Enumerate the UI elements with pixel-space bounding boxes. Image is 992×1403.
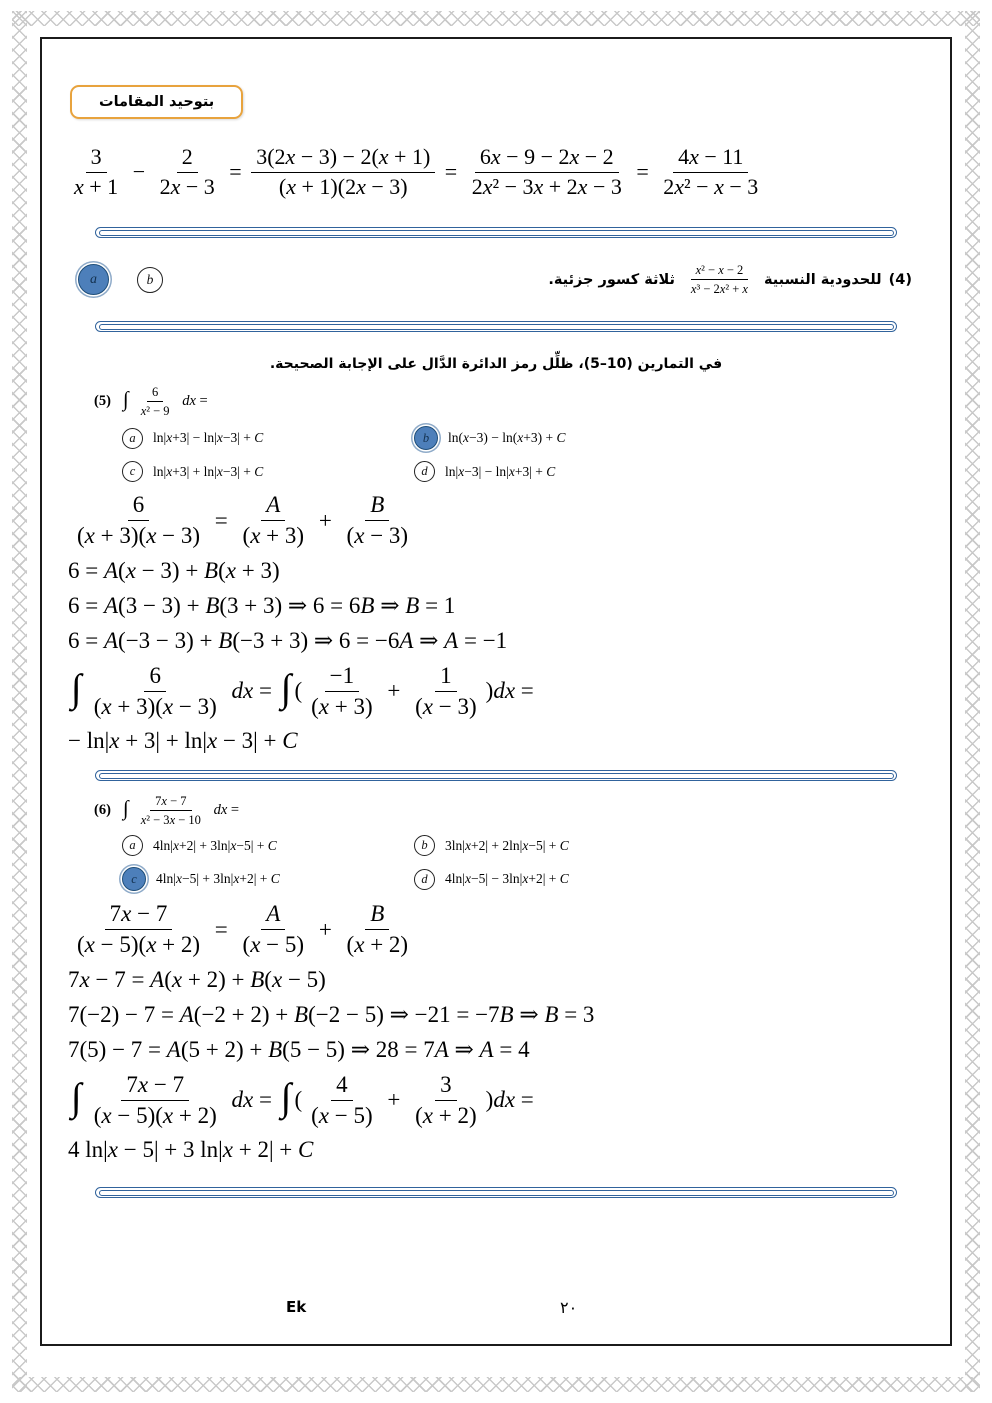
q5-solution-line-1: [68, 492, 950, 549]
math-text: +: [313, 916, 338, 942]
q6-solution-line-2: [68, 967, 950, 993]
q6-option-a-circle[interactable]: [122, 835, 143, 856]
integral-sign: ∫: [280, 667, 292, 711]
section-divider-3: [95, 770, 897, 781]
section-divider-4-inner: [99, 1190, 894, 1196]
q6-option-b-label: b: [421, 838, 428, 853]
math-text: )dx =: [485, 1087, 534, 1112]
q5-header: [94, 385, 950, 418]
q6-option-b-text: 3ln|x+2| + 2ln|x−5| + C: [445, 837, 569, 853]
q6-option-a-label: a: [129, 838, 136, 853]
math-text: −: [127, 159, 151, 185]
fraction: $\frac{6}{\text{x² − 9}}$: [140, 385, 170, 419]
q5-number: (5): [94, 393, 111, 410]
q4-option-a-label: a: [90, 271, 97, 287]
decorative-border-right: [965, 11, 980, 1392]
math-text: =: [439, 159, 463, 185]
q5-option-a-text: ln|x+3| − ln|x−3| + C: [153, 430, 264, 446]
q5-option-a-circle[interactable]: [122, 428, 143, 449]
math-text: dx =: [231, 678, 278, 703]
fraction: $\frac{7x - 7}{(x - 5)(x + 2)}$: [77, 901, 201, 957]
q6-header: [94, 794, 950, 827]
integral-sign: ∫: [71, 667, 82, 711]
q5-solution-line-6: [68, 728, 950, 754]
q5-option-b: [414, 426, 565, 450]
fraction: $\frac{3}{x + 1}$: [74, 144, 119, 199]
question-5: [42, 385, 950, 754]
math-text: dx =: [182, 393, 208, 410]
q6-option-d-text: 4ln|x−5| − 3ln|x+2| + C: [445, 871, 569, 887]
q5-equation: [120, 385, 208, 418]
integral-sign: ∫: [122, 386, 129, 411]
math-text: 6 = A(−3 − 3) + B(−3 + 3) ⇒ 6 = −6A ⇒ A = −1: [68, 627, 508, 653]
q6-option-c: [122, 867, 414, 891]
q6-solution-line-3: [68, 1002, 950, 1028]
q6-option-c-circle[interactable]: [122, 867, 146, 891]
section-divider-4: [95, 1187, 897, 1198]
fraction: $\frac{2}{2x - 3}$: [159, 144, 215, 199]
decorative-border-left: [12, 11, 27, 1392]
q5-option-a: [122, 426, 414, 450]
q5-solution-line-5: [68, 663, 950, 720]
page-frame: [40, 37, 952, 1346]
q4-option-b-circle[interactable]: [137, 267, 163, 293]
math-text: 4 ln|x − 5| + 3 ln|x + 2| + C: [68, 1137, 314, 1163]
fraction: $\frac{3}{(x + 2)}$: [415, 1071, 477, 1128]
q6-options: [122, 835, 950, 891]
fraction: $\frac{-1}{(x + 3)}$: [311, 662, 373, 719]
math-text: =: [209, 507, 234, 533]
q6-solution-line-1: [68, 901, 950, 958]
section-divider-1: [95, 227, 897, 238]
math-text: (: [294, 678, 303, 703]
q5-option-c-circle[interactable]: [122, 461, 143, 482]
math-text: dx =: [231, 1087, 278, 1112]
section-title-text: بتوحيد المقامات: [99, 94, 215, 110]
q6-number: (6): [94, 802, 111, 819]
q6-option-b: [414, 835, 569, 856]
q4-text: [191, 263, 912, 296]
q6-option-d-circle[interactable]: [414, 869, 435, 890]
fraction: $\frac{3(2x - 3) - 2(x + 1)}{(x + 1)(2x - 3)}$: [251, 145, 435, 199]
q6-option-a: [122, 835, 414, 856]
q5-option-d-circle[interactable]: [414, 461, 435, 482]
q6-option-c-label: c: [131, 871, 137, 886]
decorative-border-bottom: [12, 1377, 980, 1392]
fraction: $\frac{4x - 11}{\text{2x² − x − 3}}$: [663, 144, 759, 199]
q5-option-d: [414, 461, 565, 482]
instructions-text: في التمارين (10–5)، ظلِّل رمز الدائرة الدَّال على الإجابة الصحيحة.: [269, 356, 723, 373]
q5-solution: [68, 492, 950, 754]
q5-option-c-label: c: [129, 464, 136, 479]
section-divider-3-inner: [99, 773, 894, 779]
denominator-unification-equation: [65, 145, 950, 199]
q5-option-b-circle[interactable]: [414, 426, 438, 450]
q6-option-c-text: 4ln|x−5| + 3ln|x+2| + C: [156, 871, 280, 887]
fraction: $\frac{A}{(x + 3)}$: [242, 492, 305, 548]
q6-equation: [120, 794, 239, 827]
section-divider-2-inner: [99, 324, 894, 330]
fraction: $\frac{6}{(x + 3)(x - 3)}$: [93, 662, 217, 719]
math-text: 7(5) − 7 = A(5 + 2) + B(5 − 5) ⇒ 28 = 7A ⇒ A = 4: [68, 1036, 530, 1062]
integral-sign: ∫: [280, 1076, 292, 1120]
section-divider-2: [95, 321, 897, 332]
q5-option-c-text: ln|x+3| + ln|x−3| + C: [153, 463, 264, 479]
math-text: dx =: [213, 802, 240, 819]
math-text: )dx =: [485, 678, 534, 703]
fraction: $\frac{4}{(x - 5)}$: [311, 1071, 373, 1128]
q6-solution-line-5: [68, 1072, 950, 1129]
q5-solution-line-4: [68, 628, 950, 654]
fraction: $\frac{6}{(x + 3)(x - 3)}$: [77, 492, 201, 548]
fraction: $\frac{B}{(x + 2)}$: [346, 901, 409, 957]
math-text: 7(−2) − 7 = A(−2 + 2) + B(−2 − 5) ⇒ −21 = −7B ⇒ B = 3: [68, 1001, 595, 1027]
q5-solution-line-2: [68, 558, 950, 584]
integral-sign: ∫: [71, 1076, 82, 1120]
q4-text-after: ثلاثة كسور جزئية.: [548, 271, 675, 288]
q5-option-d-text: ln|x−3| − ln|x+3| + C: [445, 463, 556, 479]
math-text: 6 = A(3 − 3) + B(3 + 3) ⇒ 6 = 6B ⇒ B = 1: [68, 592, 456, 618]
math-text: =: [223, 159, 248, 185]
math-text: 6 = A(x − 3) + B(x + 3): [68, 557, 280, 583]
fraction: $\frac{A}{(x - 5)}$: [242, 901, 305, 957]
question-6: [42, 794, 950, 1163]
q5-options: [122, 426, 950, 482]
question-4: [78, 263, 912, 296]
q6-solution: [68, 901, 950, 1163]
math-text: +: [381, 1087, 407, 1112]
q6-solution-line-6: [68, 1137, 950, 1163]
q4-number: (4): [888, 271, 912, 288]
integral-sign: ∫: [122, 795, 129, 820]
q6-option-b-circle[interactable]: [414, 835, 435, 856]
q5-solution-line-3: [68, 593, 950, 619]
page-number: ٢٠: [560, 1298, 578, 1317]
q6-option-a-text: 4ln|x+2| + 3ln|x−5| + C: [153, 837, 277, 853]
q6-solution-line-4: [68, 1037, 950, 1063]
math-text: =: [209, 916, 234, 942]
math-text: − ln|x + 3| + ln|x − 3| + C: [68, 728, 298, 754]
q4-option-b-label: b: [146, 271, 154, 287]
section-title-box: [70, 85, 243, 119]
q4-option-a-circle[interactable]: [78, 264, 109, 295]
q4-fraction: [682, 263, 757, 296]
math-text: (: [294, 1087, 303, 1112]
fraction: $\frac{1}{(x - 3)}$: [415, 662, 477, 719]
math-text: =: [630, 159, 655, 185]
fraction: $\frac{7x - 7}{\text{x² − 3x − 10}}$: [140, 794, 201, 828]
fraction: $\frac{\text{x² − x − 2}}{\text{x³ − 2x² + x}}$: [690, 263, 748, 297]
q6-option-d-label: d: [421, 871, 428, 886]
q5-option-a-label: a: [129, 430, 136, 445]
q5-option-b-label: b: [422, 430, 430, 445]
fraction: $\frac{6x - 9 - 2x - 2}{\text{2x² − 3x + 2x − 3}}$: [471, 144, 622, 199]
q5-option-d-label: d: [421, 464, 428, 479]
q5-option-c: [122, 461, 414, 482]
decorative-border-top: [12, 11, 980, 26]
page-footer: [42, 1298, 950, 1320]
fraction: $\frac{7x - 7}{(x - 5)(x + 2)}$: [93, 1071, 217, 1128]
q4-text-before: للحدودية النسبية: [763, 271, 882, 288]
footer-label: Ek: [286, 1298, 307, 1316]
math-text: +: [313, 507, 338, 533]
fraction: $\frac{B}{(x - 3)}$: [346, 492, 409, 548]
math-text: +: [381, 678, 407, 703]
math-text: 7x − 7 = A(x + 2) + B(x − 5): [68, 966, 326, 992]
q5-option-b-text: ln(x−3) − ln(x+3) + C: [448, 430, 566, 446]
q6-option-d: [414, 867, 569, 891]
section-divider-1-inner: [99, 230, 894, 236]
